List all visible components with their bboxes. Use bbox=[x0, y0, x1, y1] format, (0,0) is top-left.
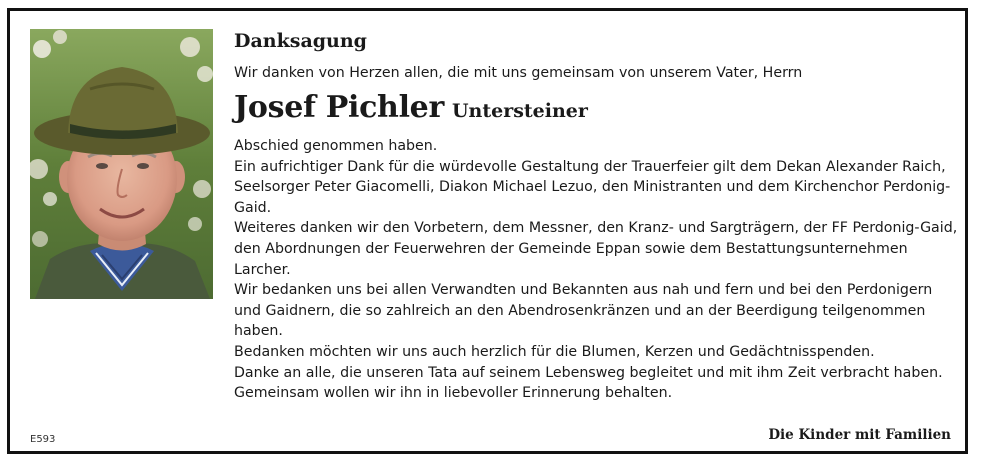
notice-frame bbox=[7, 8, 968, 454]
name-line bbox=[234, 88, 959, 132]
body-text bbox=[234, 136, 959, 404]
paragraph: Ein aufrichtiger Dank für die würdevolle Gestaltung der Trauerfeier gilt dem Dekan Alexander Raich, Seelsorger Peter Giacomelli, Diakon Michael Lezuo, den Ministranten und dem Kirchenchor Perdonig-Gaid. bbox=[234, 158, 951, 216]
paragraph: Weiteres danken wir den Vorbetern, dem Messner, den Kranz- und Sargträgern, der FF Perdonig-Gaid, den Abordnungen der Feuerwehren der Gemeinde Eppan sowie dem Bestattungsunternehmen Larcher. bbox=[234, 220, 958, 278]
paragraph: Abschied genommen haben. bbox=[234, 138, 438, 154]
intro-text: Wir danken von Herzen allen, die mit uns gemeinsam von unserem Vater, Herrn bbox=[234, 65, 803, 81]
notice-content bbox=[234, 27, 959, 404]
notice-heading: Danksagung bbox=[234, 30, 367, 52]
deceased-name-suffix: Untersteiner bbox=[451, 100, 588, 122]
paragraph: Wir bedanken uns bei allen Verwandten und Bekannten aus nah und fern und bei den Perdonigern und Gaidnern, die so zahlreich an den Abendrosenkränzen und an der Beerdigung teilgenommen haben. bbox=[234, 282, 933, 340]
portrait-photo bbox=[30, 29, 213, 299]
notice-code: E593 bbox=[30, 434, 56, 445]
paragraph: Danke an alle, die unseren Tata auf seinem Lebensweg begleitet und mit ihm Zeit verbracht haben. Gemeinsam wollen wir ihn in liebevoller Erinnerung behalten. bbox=[234, 364, 943, 402]
paragraph: Bedanken möchten wir uns auch herzlich für die Blumen, Kerzen und Gedächtnisspenden. bbox=[234, 343, 875, 360]
signature: Die Kinder mit Familien bbox=[768, 427, 951, 443]
deceased-name: Josef Pichler bbox=[234, 90, 444, 125]
